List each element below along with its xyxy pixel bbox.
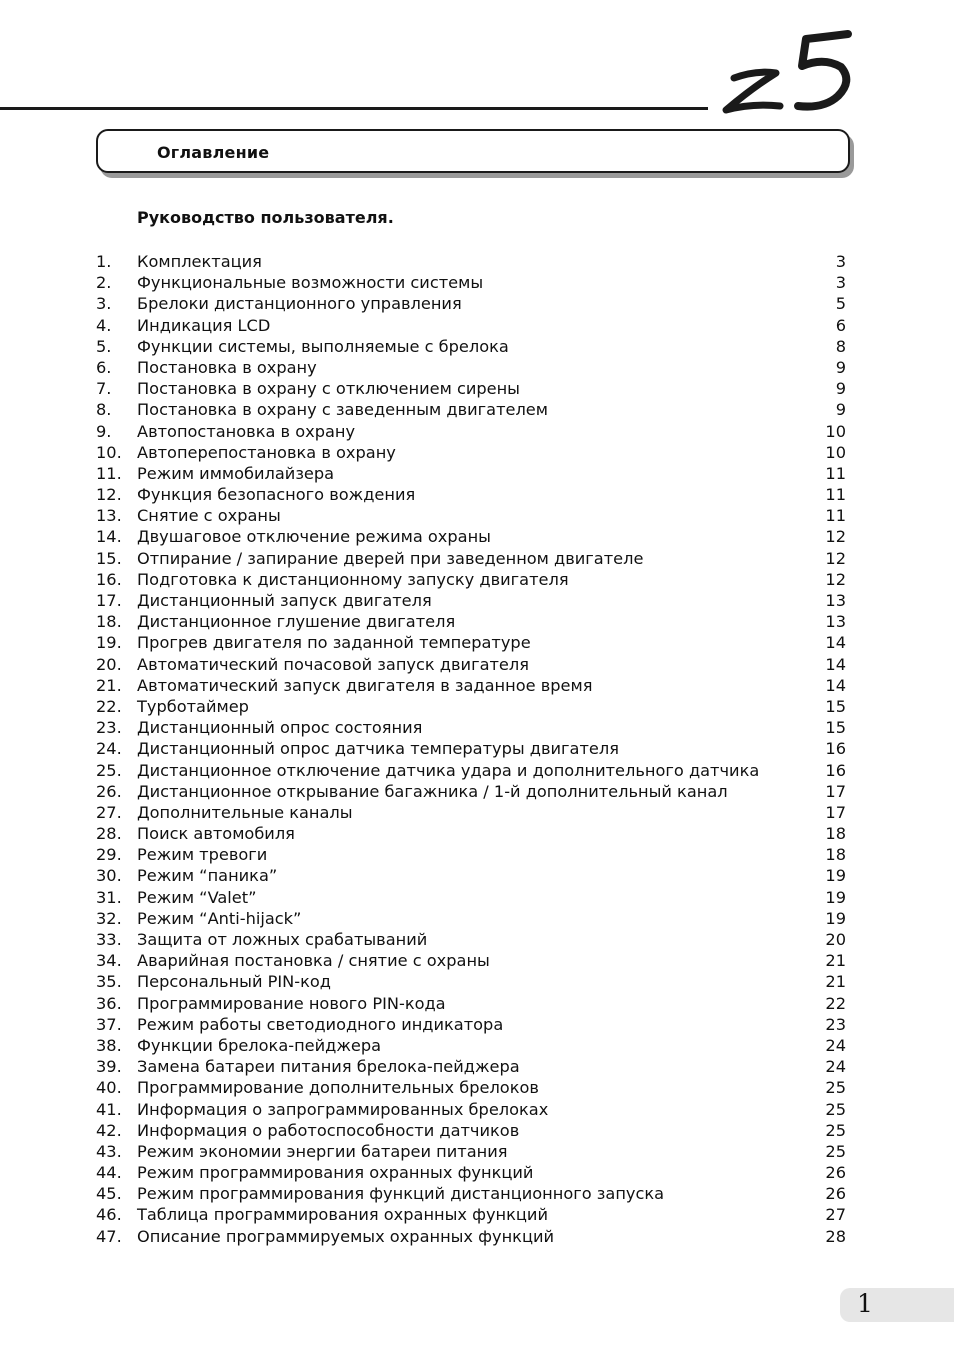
toc-entry-number: 11. [96, 463, 122, 483]
toc-entry-page: 26 [825, 1184, 846, 1204]
table-of-contents [96, 251, 846, 1247]
section-header-box [96, 129, 850, 173]
subtitle: Руководство пользователя. [137, 208, 394, 227]
toc-entry-page: 14 [825, 654, 846, 674]
toc-entry-number: 46. [96, 1205, 122, 1225]
toc-entry-number: 1. [96, 252, 112, 271]
toc-entry-number: 26. [96, 781, 122, 801]
toc-entry[interactable] [96, 1014, 846, 1035]
toc-entry[interactable] [96, 1183, 846, 1204]
toc-entry-number: 10. [96, 442, 122, 462]
toc-entry[interactable] [96, 251, 846, 272]
toc-entry-page: 11 [825, 506, 846, 526]
toc-entry-number: 33. [96, 930, 122, 949]
toc-entry-number: 28. [96, 824, 122, 844]
toc-entry-number: 15. [96, 548, 122, 568]
toc-entry-title: Информация о работоспособности датчиков [137, 1120, 520, 1140]
toc-entry[interactable] [96, 548, 846, 569]
toc-entry-title: Режим иммобилайзера [137, 463, 335, 483]
toc-entry-number: 2. [96, 273, 112, 293]
toc-entry-page: 9 [835, 400, 846, 420]
toc-entry-title: Дополнительные каналы [137, 802, 353, 822]
toc-entry-title: Дистанционный запуск двигателя [137, 591, 432, 610]
toc-entry[interactable] [96, 971, 846, 992]
toc-entry[interactable] [96, 632, 846, 653]
toc-entry-number: 6. [96, 357, 112, 377]
toc-entry-number: 27. [96, 802, 122, 822]
toc-entry-number: 30. [96, 866, 122, 886]
toc-entry-number: 36. [96, 993, 122, 1013]
toc-entry[interactable] [96, 802, 846, 823]
toc-entry-page: 11 [825, 485, 846, 505]
toc-entry-number: 44. [96, 1163, 122, 1183]
toc-entry-page: 23 [825, 1014, 846, 1034]
toc-entry-page: 5 [835, 294, 846, 314]
toc-entry-page: 18 [825, 824, 846, 844]
toc-entry-number: 47. [96, 1226, 122, 1246]
toc-entry-number: 39. [96, 1057, 122, 1077]
toc-entry-title: Режим программирования охранных функций [137, 1163, 534, 1183]
toc-entry-number: 31. [96, 887, 122, 907]
toc-entry-title: Информация о запрограммированных брелоках [137, 1099, 549, 1119]
toc-entry-number: 29. [96, 845, 122, 865]
toc-entry[interactable] [96, 738, 846, 759]
toc-entry-title: Функция безопасного вождения [137, 485, 416, 505]
header-rule [0, 107, 708, 110]
toc-entry-number: 8. [96, 400, 112, 420]
toc-entry-page: 25 [825, 1120, 846, 1140]
toc-entry-page: 12 [825, 569, 846, 589]
toc-entry-page: 19 [825, 866, 846, 886]
toc-entry-title: Автоматический запуск двигателя в заданное время [137, 675, 593, 695]
toc-entry-number: 34. [96, 951, 122, 971]
toc-entry-page: 15 [825, 718, 846, 738]
toc-entry-page: 9 [835, 357, 846, 377]
toc-entry-title: Отпирание / запирание дверей при заведенном двигателе [137, 548, 644, 568]
toc-entry-page: 18 [825, 845, 846, 865]
toc-entry-number: 18. [96, 612, 122, 632]
toc-entry[interactable] [96, 950, 846, 971]
toc-entry[interactable] [96, 1035, 846, 1056]
toc-entry[interactable] [96, 315, 846, 336]
toc-entry-number: 42. [96, 1120, 122, 1140]
toc-entry[interactable] [96, 1056, 846, 1077]
toc-entry-title: Турботаймер [137, 696, 249, 716]
toc-entry-title: Защита от ложных срабатываний [137, 930, 428, 949]
toc-entry[interactable] [96, 399, 846, 420]
toc-entry-number: 5. [96, 336, 112, 356]
toc-entry[interactable] [96, 1204, 846, 1225]
toc-entry-page: 16 [825, 739, 846, 759]
toc-entry[interactable] [96, 908, 846, 929]
toc-entry-number: 25. [96, 760, 122, 780]
toc-entry-page: 21 [825, 951, 846, 971]
toc-entry[interactable] [96, 675, 846, 696]
toc-entry-page: 21 [825, 972, 846, 992]
toc-entry-title: Дистанционное открывание багажника / 1-й дополнительный канал [137, 781, 728, 801]
toc-entry[interactable] [96, 272, 846, 293]
toc-entry-title: Функции системы, выполняемые с брелока [137, 336, 509, 356]
toc-entry-page: 15 [825, 696, 846, 716]
toc-entry-page: 28 [825, 1226, 846, 1246]
toc-entry-title: Программирование нового PIN-кода [137, 993, 446, 1013]
toc-entry-page: 10 [825, 421, 846, 441]
toc-entry[interactable] [96, 421, 846, 442]
toc-entry-page: 19 [825, 887, 846, 907]
toc-entry-title: Индикация LCD [137, 315, 271, 335]
toc-entry[interactable] [96, 1099, 846, 1120]
toc-entry-page: 6 [835, 315, 846, 335]
toc-entry-page: 14 [825, 675, 846, 695]
toc-entry-title: Двушаговое отключение режима охраны [137, 527, 491, 547]
toc-entry-title: Автоматический почасовой запуск двигателя [137, 654, 529, 674]
toc-entry-page: 13 [825, 591, 846, 610]
toc-entry-number: 14. [96, 527, 122, 547]
toc-entry-page: 10 [825, 442, 846, 462]
toc-entry-page: 16 [825, 760, 846, 780]
toc-entry-title: Программирование дополнительных брелоков [137, 1078, 539, 1098]
toc-entry[interactable] [96, 760, 846, 781]
toc-entry-title: Брелоки дистанционного управления [137, 294, 462, 314]
toc-entry-number: 19. [96, 633, 122, 653]
toc-entry[interactable] [96, 569, 846, 590]
toc-entry-page: 12 [825, 548, 846, 568]
toc-entry[interactable] [96, 887, 846, 908]
toc-entry-page: 3 [835, 252, 846, 271]
toc-entry-page: 17 [825, 802, 846, 822]
toc-entry-number: 22. [96, 696, 122, 716]
toc-entry-title: Таблица программирования охранных функций [137, 1205, 548, 1225]
toc-entry-page: 25 [825, 1099, 846, 1119]
toc-entry-number: 4. [96, 315, 112, 335]
toc-entry[interactable] [96, 781, 846, 802]
toc-entry[interactable] [96, 442, 846, 463]
toc-entry[interactable] [96, 993, 846, 1014]
toc-entry-number: 40. [96, 1078, 122, 1098]
toc-entry-page: 22 [825, 993, 846, 1013]
toc-entry[interactable] [96, 696, 846, 717]
toc-entry-title: Автоперепостановка в охрану [137, 442, 396, 462]
toc-entry-title: Постановка в охрану [137, 357, 317, 377]
toc-entry-page: 24 [825, 1057, 846, 1077]
toc-entry[interactable] [96, 1120, 846, 1141]
toc-entry-page: 3 [835, 273, 846, 293]
toc-entry-page: 11 [825, 463, 846, 483]
toc-entry-number: 7. [96, 379, 112, 399]
toc-entry-title: Режим тревоги [137, 845, 268, 865]
toc-entry-title: Поиск автомобиля [137, 824, 295, 844]
toc-entry-title: Функции брелока-пейджера [137, 1035, 382, 1055]
toc-entry-page: 25 [825, 1078, 846, 1098]
toc-entry[interactable] [96, 654, 846, 675]
toc-entry-title: Автопостановка в охрану [137, 421, 356, 441]
toc-entry-page: 17 [825, 781, 846, 801]
toc-entry-page: 26 [825, 1163, 846, 1183]
toc-entry-number: 35. [96, 972, 122, 992]
toc-entry[interactable] [96, 336, 846, 357]
toc-entry-number: 3. [96, 294, 112, 314]
toc-entry-page: 14 [825, 633, 846, 653]
toc-entry-number: 32. [96, 908, 122, 928]
toc-entry-number: 38. [96, 1035, 122, 1055]
toc-entry[interactable] [96, 590, 846, 611]
toc-entry-page: 8 [835, 336, 846, 356]
toc-entry-title: Снятие с охраны [137, 506, 281, 526]
toc-entry-title: Режим “паника” [137, 866, 278, 886]
toc-entry-title: Комплектация [137, 252, 262, 271]
toc-entry-title: Прогрев двигателя по заданной температуре [137, 633, 531, 653]
toc-entry-page: 13 [825, 612, 846, 632]
toc-entry-title: Режим работы светодиодного индикатора [137, 1014, 504, 1034]
toc-entry[interactable] [96, 717, 846, 738]
toc-entry-number: 12. [96, 485, 122, 505]
toc-entry[interactable] [96, 378, 846, 399]
toc-entry[interactable] [96, 611, 846, 632]
toc-entry-title: Описание программируемых охранных функций [137, 1226, 555, 1246]
toc-entry-title: Подготовка к дистанционному запуску двигателя [137, 569, 569, 589]
toc-entry-title: Дистанционное отключение датчика удара и дополнительного датчика [137, 760, 760, 780]
toc-entry-number: 9. [96, 421, 112, 441]
toc-entry-title: Дистанционное глушение двигателя [137, 612, 456, 632]
toc-entry-page: 24 [825, 1035, 846, 1055]
toc-entry-number: 37. [96, 1014, 122, 1034]
toc-entry[interactable] [96, 505, 846, 526]
toc-entry-page: 27 [825, 1205, 846, 1225]
toc-entry[interactable] [96, 293, 846, 314]
toc-entry-page: 19 [825, 908, 846, 928]
toc-entry-title: Аварийная постановка / снятие с охраны [137, 951, 490, 971]
toc-entry-title: Функциональные возможности системы [137, 273, 484, 293]
toc-entry-page: 9 [835, 379, 846, 399]
toc-entry[interactable] [96, 484, 846, 505]
toc-entry[interactable] [96, 1226, 846, 1247]
toc-entry[interactable] [96, 357, 846, 378]
toc-entry-number: 23. [96, 718, 122, 738]
toc-entry-page: 12 [825, 527, 846, 547]
toc-entry-title: Персональный PIN-код [137, 972, 331, 992]
section-title: Оглавление [157, 143, 270, 162]
toc-entry-number: 16. [96, 569, 122, 589]
toc-entry[interactable] [96, 1141, 846, 1162]
toc-entry-title: Замена батареи питания брелока-пейджера [137, 1057, 520, 1077]
toc-entry-page: 20 [825, 930, 846, 949]
page-number-tab [840, 1288, 954, 1322]
toc-entry-number: 24. [96, 739, 122, 759]
toc-entry-title: Постановка в охрану с отключением сирены [137, 379, 520, 399]
toc-entry[interactable] [96, 526, 846, 547]
toc-entry-title: Режим “Valet” [137, 887, 257, 907]
toc-entry-title: Режим “Anti-hijack” [137, 908, 302, 928]
toc-entry[interactable] [96, 823, 846, 844]
toc-entry[interactable] [96, 929, 846, 950]
page-number: 1 [857, 1289, 873, 1318]
toc-entry[interactable] [96, 844, 846, 865]
toc-entry-title: Дистанционный опрос датчика температуры двигателя [137, 739, 619, 759]
toc-entry-number: 13. [96, 506, 122, 526]
toc-entry[interactable] [96, 1077, 846, 1098]
toc-entry[interactable] [96, 865, 846, 886]
toc-entry[interactable] [96, 1162, 846, 1183]
toc-entry-title: Режим программирования функций дистанционного запуска [137, 1184, 665, 1204]
toc-entry-page: 25 [825, 1141, 846, 1161]
toc-entry-title: Дистанционный опрос состояния [137, 718, 423, 738]
toc-entry-number: 17. [96, 591, 122, 610]
brand-logo [712, 26, 862, 122]
toc-entry-number: 41. [96, 1099, 122, 1119]
toc-entry-number: 20. [96, 654, 122, 674]
toc-entry-title: Режим экономии энергии батареи питания [137, 1141, 508, 1161]
toc-entry-number: 21. [96, 675, 122, 695]
toc-entry[interactable] [96, 463, 846, 484]
toc-entry-title: Постановка в охрану с заведенным двигателем [137, 400, 548, 420]
toc-entry-number: 45. [96, 1184, 122, 1204]
toc-entry-number: 43. [96, 1141, 122, 1161]
